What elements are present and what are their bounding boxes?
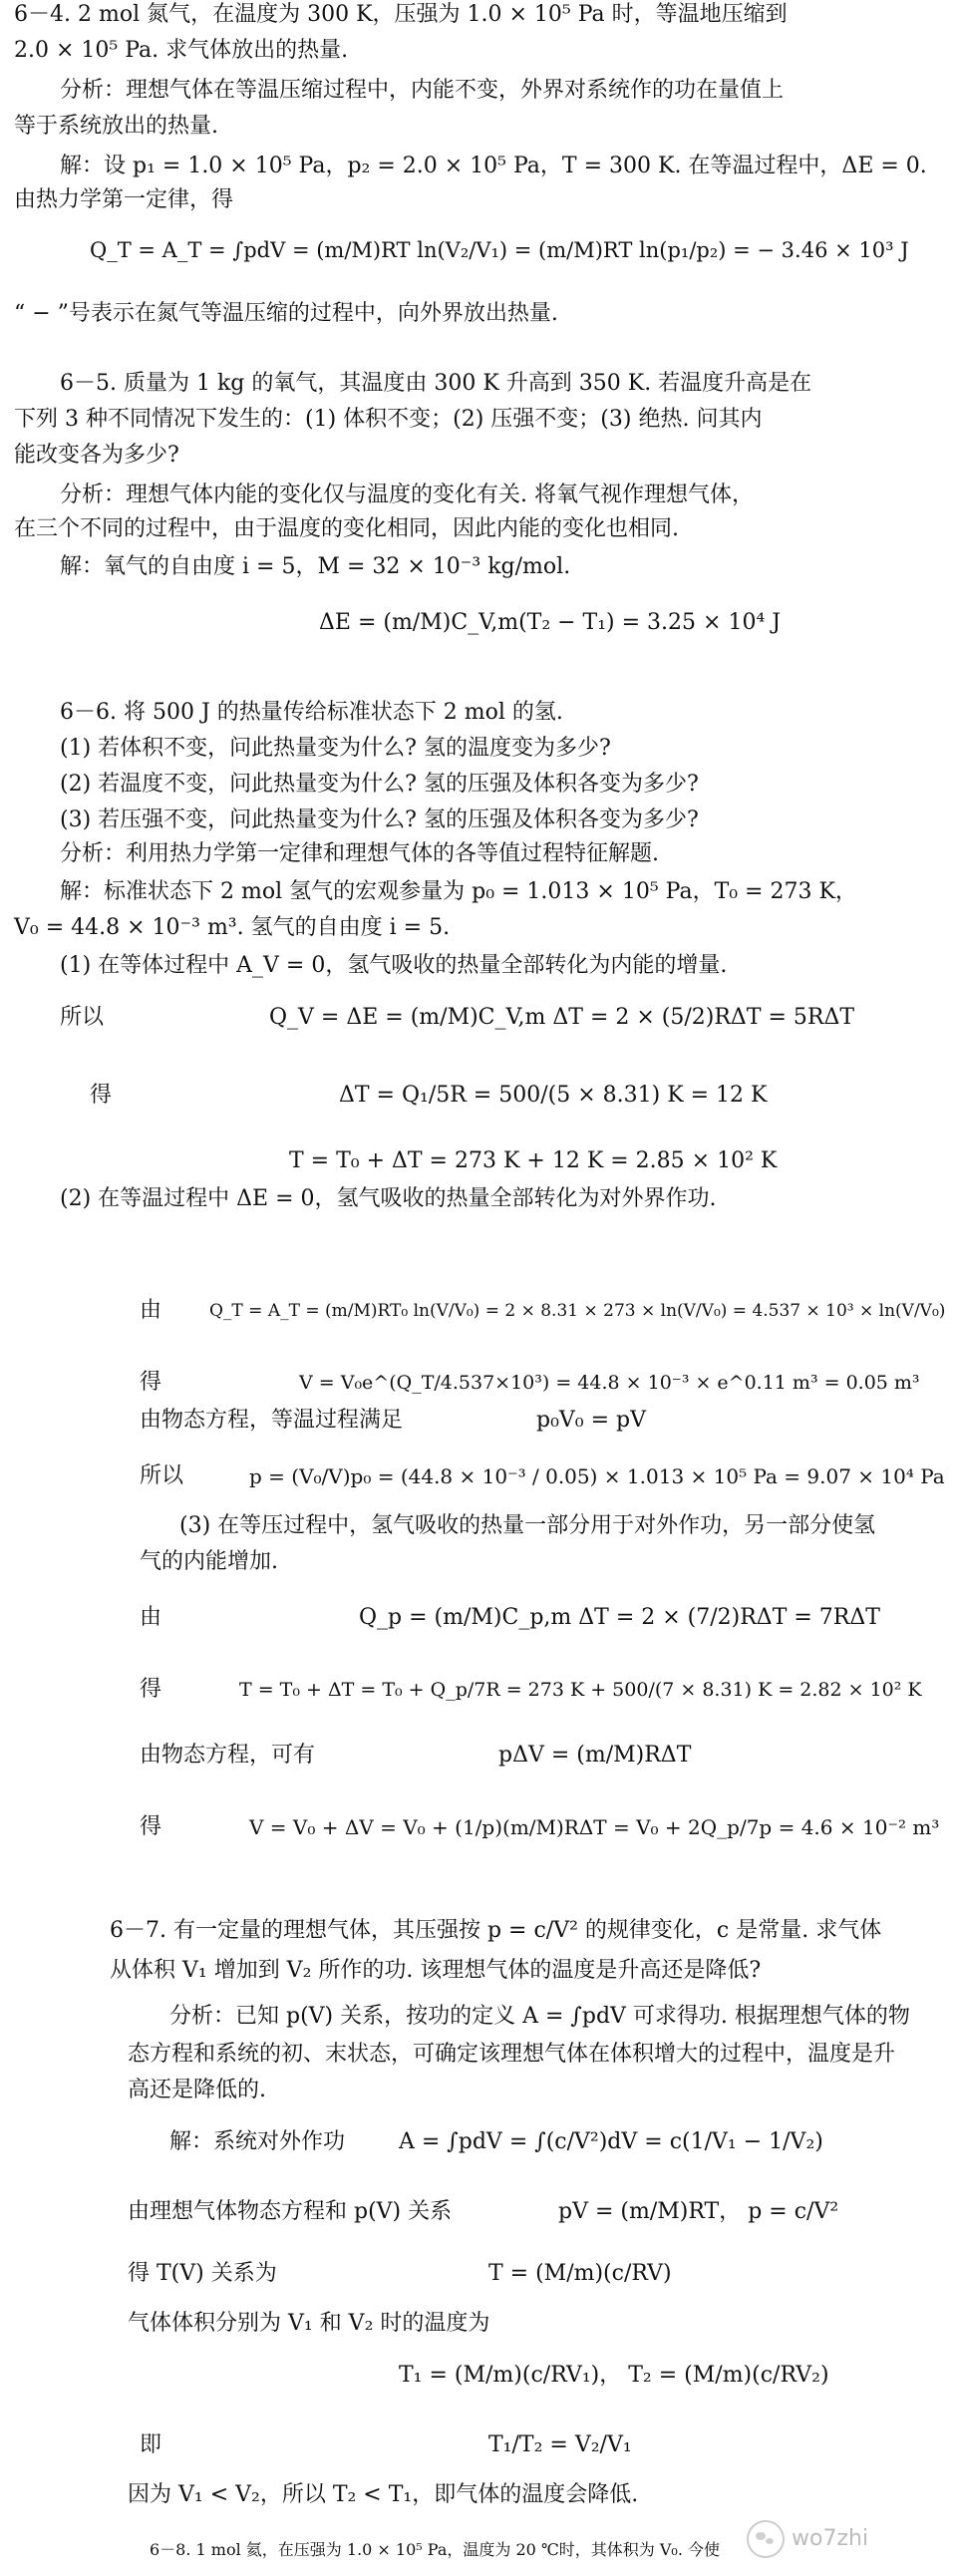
problem-6-7-analysis-1: 分析：已知 p(V) 关系，按功的定义 A = ∫pdV 可求得功. 根据理想气体的物 <box>169 2004 910 2029</box>
problem-6-6-step-3b: 气的内能增加. <box>140 1549 278 1574</box>
problem-6-6-q3: (3) 若压强不变，问此热量变为什么? 氢的压强及体积各变为多少? <box>60 807 699 832</box>
problem-6-4-note: “ − ”号表示在氮气等温压缩的过程中，向外界放出热量. <box>14 301 558 326</box>
problem-6-6-step-3a: (3) 在等压过程中，氢气吸收的热量一部分用于对外作功，另一部分使氢 <box>179 1513 876 1538</box>
problem-6-7-line2: 从体积 V₁ 增加到 V₂ 所作的功. 该理想气体的温度是升高还是降低? <box>110 1958 762 1983</box>
problem-6-5-formula: ΔE = (m/M)C_V,m(T₂ − T₁) = 3.25 × 10⁴ J <box>319 610 782 635</box>
problem-6-5-analysis-2: 在三个不同的过程中，由于温度的变化相同，因此内能的变化也相同. <box>14 516 679 541</box>
word-suoyi-2: 所以 <box>140 1463 184 1488</box>
problem-6-6-solution-1: 解：标准状态下 2 mol 氢气的宏观参量为 p₀ = 1.013 × 10⁵ Pa，T₀ = 273 K， <box>60 879 857 904</box>
problem-6-5-solution-1: 解：氧气的自由度 i = 5，M = 32 × 10⁻³ kg/mol. <box>60 554 571 579</box>
problem-6-4-analysis-1: 分析：理想气体在等温压缩过程中，内能不变，外界对系统作的功在量值上 <box>60 78 785 103</box>
problem-6-6-state-2: 由物态方程，可有 <box>140 1743 316 1768</box>
problem-6-5-line2: 下列 3 种不同情况下发生的：(1) 体积不变；(2) 压强不变；(3) 绝热. 问其内 <box>14 407 763 432</box>
word-de: 得 <box>90 1083 113 1108</box>
watermark <box>747 2520 946 2564</box>
page-separator <box>0 1241 954 1253</box>
problem-6-5-line3: 能改变各为多少? <box>14 443 179 468</box>
word-you-2: 由 <box>140 1605 162 1630</box>
problem-6-4-solution-2: 由热力学第一定律，得 <box>14 187 234 212</box>
problem-6-6-q1: (1) 若体积不变，问此热量变为什么? 氢的温度变为多少? <box>60 736 611 761</box>
problem-6-7-conclusion: 因为 V₁ < V₂，所以 T₂ < T₁，即气体的温度会降低. <box>128 2482 639 2507</box>
problem-6-6-formula-1: Q_V = ΔE = (m/M)C_V,m ΔT = 2 × (5/2)RΔT = 5RΔT <box>269 1005 855 1030</box>
problem-6-7-formula-4: T₁ = (M/m)(c/RV₁)， T₂ = (M/m)(c/RV₂) <box>399 2363 829 2388</box>
problem-6-5-line1: 6－5. 质量为 1 kg 的氧气，其温度由 300 K 升高到 350 K. 若温度升高是在 <box>60 371 812 396</box>
word-you: 由 <box>140 1298 162 1323</box>
problem-6-7-formula-1: A = ∫pdV = ∫(c/V²)dV = c(1/V₁ − 1/V₂) <box>399 2129 823 2154</box>
problem-6-6-formula-7: p = (V₀/V)p₀ = (44.8 × 10⁻³ / 0.05) × 1.013 × 10⁵ Pa = 9.07 × 10⁴ Pa <box>249 1464 945 1488</box>
problem-6-6-formula-4: Q_T = A_T = (m/M)RT₀ ln(V/V₀) = 2 × 8.31 × 273 × ln(V/V₀) = 4.537 × 10³ × ln(V/V₀) <box>209 1301 946 1321</box>
problem-6-6-step-2: (2) 在等温过程中 ΔE = 0，氢气吸收的热量全部转化为对外界作功. <box>60 1186 717 1211</box>
word-ji: 即 <box>140 2432 162 2457</box>
problem-6-4-formula: Q_T = A_T = ∫pdV = (m/M)RT ln(V₂/V₁) = (m/M)RT ln(p₁/p₂) = − 3.46 × 10³ J <box>90 238 909 262</box>
problem-6-6-formula-11: V = V₀ + ΔV = V₀ + (1/p)(m/M)RΔT = V₀ + 2Q_p/7p = 4.6 × 10⁻² m³ <box>249 1815 940 1839</box>
problem-6-4-analysis-2: 等于系统放出的热量. <box>14 114 218 139</box>
problem-6-4-line1: 6－4. 2 mol 氮气，在温度为 300 K，压强为 1.0 × 10⁵ Pa 时，等温地压缩到 <box>14 2 788 27</box>
watermark-text: wo7zhi <box>792 2526 869 2551</box>
word-de-2: 得 <box>140 1370 162 1395</box>
problem-6-6-line1: 6－6. 将 500 J 的热量传给标准状态下 2 mol 的氢. <box>60 700 563 725</box>
problem-6-6-q2: (2) 若温度不变，问此热量变为什么? 氢的压强及体积各变为多少? <box>60 772 699 797</box>
problem-6-7-analysis-2: 态方程和系统的初、末状态，可确定该理想气体在体积增大的过程中，温度是升 <box>128 2042 896 2067</box>
wechat-icon <box>747 2520 785 2558</box>
problem-6-7-formula-5: T₁/T₂ = V₂/V₁ <box>488 2432 632 2457</box>
problem-6-6-state-1: 由物态方程，等温过程满足 <box>140 1408 404 1433</box>
problem-6-7-state-3: 气体体积分别为 V₁ 和 V₂ 时的温度为 <box>128 2311 490 2336</box>
problem-6-6-formula-10: pΔV = (m/M)RΔT <box>498 1743 692 1768</box>
problem-6-8-line1: 6－8. 1 mol 氦，在压强为 1.0 × 10⁵ Pa，温度为 20 ℃时，其体积为 V₀. 今使 <box>150 2540 721 2559</box>
problem-6-7-formula-3: T = (M/m)(c/RV) <box>488 2261 672 2286</box>
problem-6-6-formula-5: V = V₀e^(Q_T/4.537×10³) = 44.8 × 10⁻³ × e^0.11 m³ = 0.05 m³ <box>299 1372 920 1394</box>
problem-6-6-solution-2: V₀ = 44.8 × 10⁻³ m³. 氢气的自由度 i = 5. <box>14 915 451 940</box>
problem-6-6-formula-2: ΔT = Q₁/5R = 500/(5 × 8.31) K = 12 K <box>339 1083 768 1108</box>
problem-6-6-formula-3: T = T₀ + ΔT = 273 K + 12 K = 2.85 × 10² K <box>289 1148 778 1173</box>
problem-6-4-solution-1: 解：设 p₁ = 1.0 × 10⁵ Pa，p₂ = 2.0 × 10⁵ Pa，T = 300 K. 在等温过程中，ΔE = 0. <box>60 154 927 178</box>
problem-6-7-formula-2: pV = (m/M)RT， p = c/V² <box>558 2199 839 2224</box>
problem-6-6-formula-6: p₀V₀ = pV <box>536 1408 646 1433</box>
problem-6-4-line2: 2.0 × 10⁵ Pa. 求气体放出的热量. <box>14 38 349 63</box>
problem-6-6-analysis: 分析：利用热力学第一定律和理想气体的各等值过程特征解题. <box>60 841 659 866</box>
word-de-4: 得 <box>140 1814 162 1839</box>
problem-6-7-state-2: 得 T(V) 关系为 <box>128 2261 277 2286</box>
problem-6-7-line1: 6－7. 有一定量的理想气体，其压强按 p = c/V² 的规律变化，c 是常量. 求气体 <box>110 1918 882 1943</box>
problem-6-7-solution-1: 解：系统对外作功 <box>169 2129 346 2154</box>
problem-6-5-analysis-1: 分析：理想气体内能的变化仅与温度的变化有关. 将氧气视作理想气体， <box>60 483 754 507</box>
word-de-3: 得 <box>140 1677 162 1702</box>
problem-6-6-formula-9: T = T₀ + ΔT = T₀ + Q_p/7R = 273 K + 500/(7 × 8.31) K = 2.82 × 10² K <box>239 1679 922 1701</box>
problem-6-6-step-1: (1) 在等体过程中 A_V = 0，氢气吸收的热量全部转化为内能的增量. <box>60 953 728 978</box>
word-suoyi: 所以 <box>60 1005 105 1030</box>
problem-6-7-state-1: 由理想气体物态方程和 p(V) 关系 <box>128 2199 453 2224</box>
problem-6-6-formula-8: Q_p = (m/M)C_p,m ΔT = 2 × (7/2)RΔT = 7RΔT <box>359 1605 880 1630</box>
problem-6-7-analysis-3: 高还是降低的. <box>128 2078 266 2102</box>
